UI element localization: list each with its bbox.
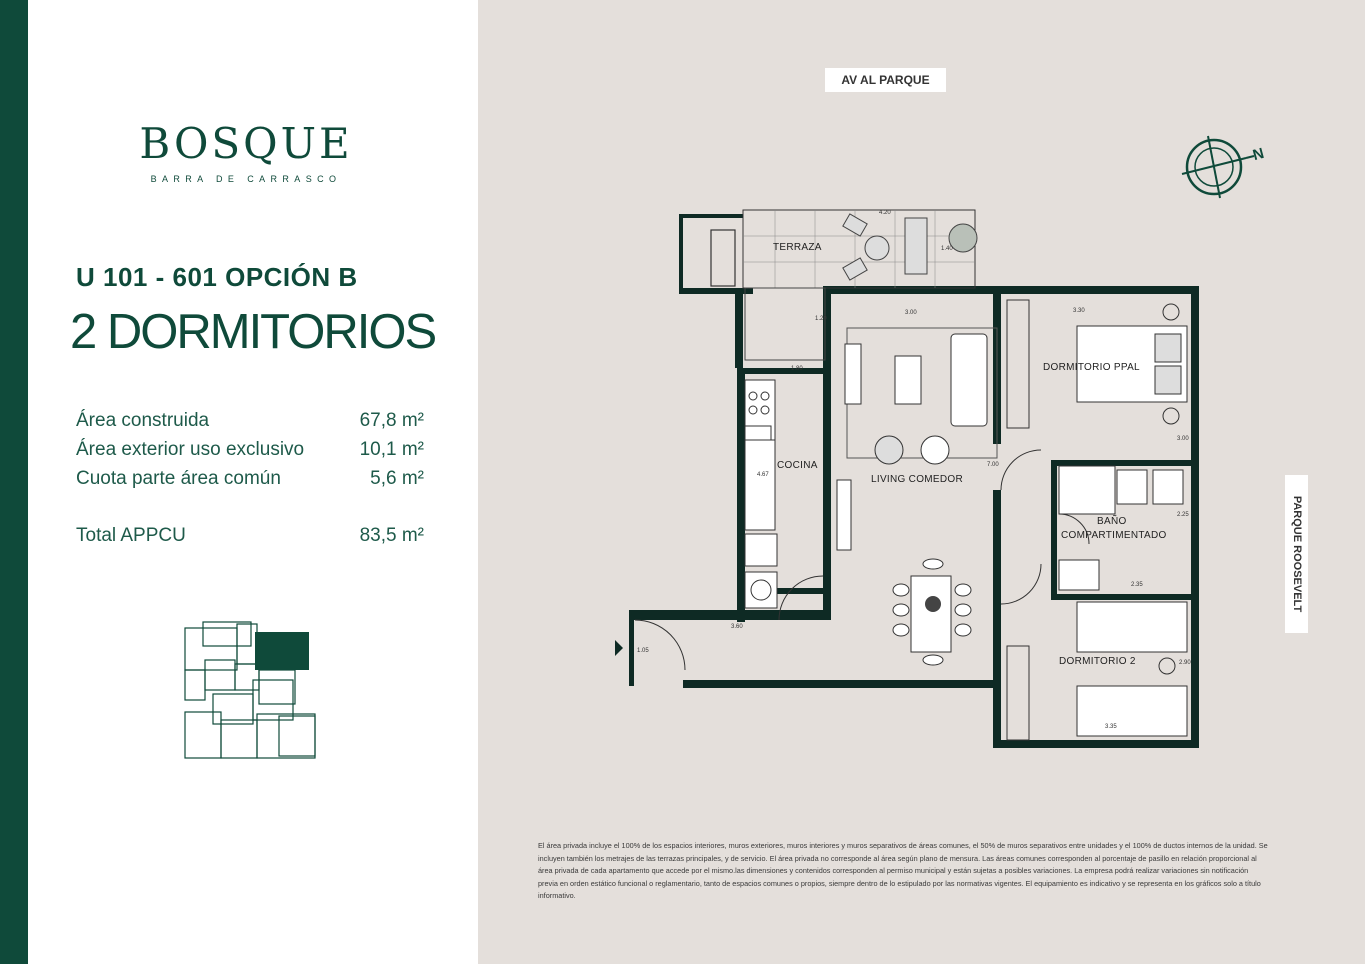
total-value: 83,5 m² <box>359 525 424 546</box>
area-value: 67,8 m² <box>359 410 424 431</box>
dim-dorm2-width: 3.35 <box>1105 724 1117 730</box>
room-label-dormitorio-2: DORMITORIO 2 <box>1059 656 1136 667</box>
dim-hall-length: 3.60 <box>731 624 743 630</box>
dim-terraza-depth: 1.40 <box>941 246 953 252</box>
area-label: Área construida <box>76 410 210 431</box>
building-key-plan <box>183 620 318 760</box>
street-label-right-text: PARQUE ROOSEVELT <box>1290 495 1303 613</box>
street-label-top: AV AL PARQUE <box>825 68 946 92</box>
brand-logo <box>28 120 478 184</box>
area-table <box>76 410 424 554</box>
dim-bano-width: 2.35 <box>1131 582 1143 588</box>
dim-dorm2-depth: 2.90 <box>1179 660 1191 666</box>
room-label-terraza: TERRAZA <box>773 242 822 253</box>
brand-name: BOSQUE <box>139 119 353 168</box>
dim-cocina-depth: 4.67 <box>757 472 769 478</box>
dim-terraza-side: 1.20 <box>815 316 827 322</box>
brand-subtitle: BARRA DE CARRASCO <box>150 174 342 184</box>
dim-living-depth: 7.00 <box>987 462 999 468</box>
north-label: N <box>1250 144 1266 165</box>
total-label: Total APPCU <box>76 525 186 546</box>
floor-plan <box>615 200 1225 760</box>
dim-bano-depth: 2.25 <box>1177 512 1189 518</box>
room-label-living: LIVING COMEDOR <box>871 474 963 485</box>
unit-code: U 101 - 601 OPCIÓN B <box>76 262 358 292</box>
room-label-bano: BAÑO <box>1097 516 1127 527</box>
dim-living-width: 3.00 <box>905 310 917 316</box>
dim-cocina-width: 1.80 <box>791 366 803 372</box>
total-row <box>76 525 424 554</box>
dim-dorm-ppal-depth: 3.00 <box>1177 436 1189 442</box>
room-label-bano-type: COMPARTIMENTADO <box>1061 530 1167 541</box>
street-label-right <box>1285 475 1308 633</box>
room-label-dormitorio-ppal: DORMITORIO PPAL <box>1043 362 1140 373</box>
room-label-cocina: COCINA <box>777 460 818 471</box>
area-row <box>76 439 424 468</box>
dim-dorm-ppal-width: 3.30 <box>1073 308 1085 314</box>
unit-type: 2 DORMITORIOS <box>70 305 436 359</box>
dim-terraza-width: 4.20 <box>879 210 891 216</box>
area-value: 10,1 m² <box>359 439 424 460</box>
compass-icon <box>1178 134 1272 200</box>
legal-disclaimer: El área privada incluye el 100% de los espacios interiores, muros exteriores, muros interiores y muros separativos de áreas comunes, el 50% de muros separativos entre unidades y el 100% de ductos internos de la unidad. Se incluyen también los metrajes de las terrazas principales, y de servicio. El área privada no corresponde al área según plano de mensura. Las áreas comunes corresponden al porcentaje de pasillo en relación proporcional al área privada de cada apartamento que accede por el mismo.las dimensiones y contenidos corresponden al permiso municipal y están sujetas a posibles variaciones. La empresa podrá realizar variaciones sin notificación previa en orden estático funcional o reglamentario, tanto de espacios comunes o propios, siempre dentro de lo estipulado por las normativas vigentes. El equipamiento es indicativo y se representa en los gráficos solo a título informativo. <box>538 841 1268 900</box>
area-label: Cuota parte área común <box>76 468 281 489</box>
area-row <box>76 410 424 439</box>
area-label: Área exterior uso exclusivo <box>76 439 305 460</box>
dim-hall-width: 1.05 <box>637 648 649 654</box>
area-row <box>76 468 424 497</box>
area-value: 5,6 m² <box>370 468 424 489</box>
